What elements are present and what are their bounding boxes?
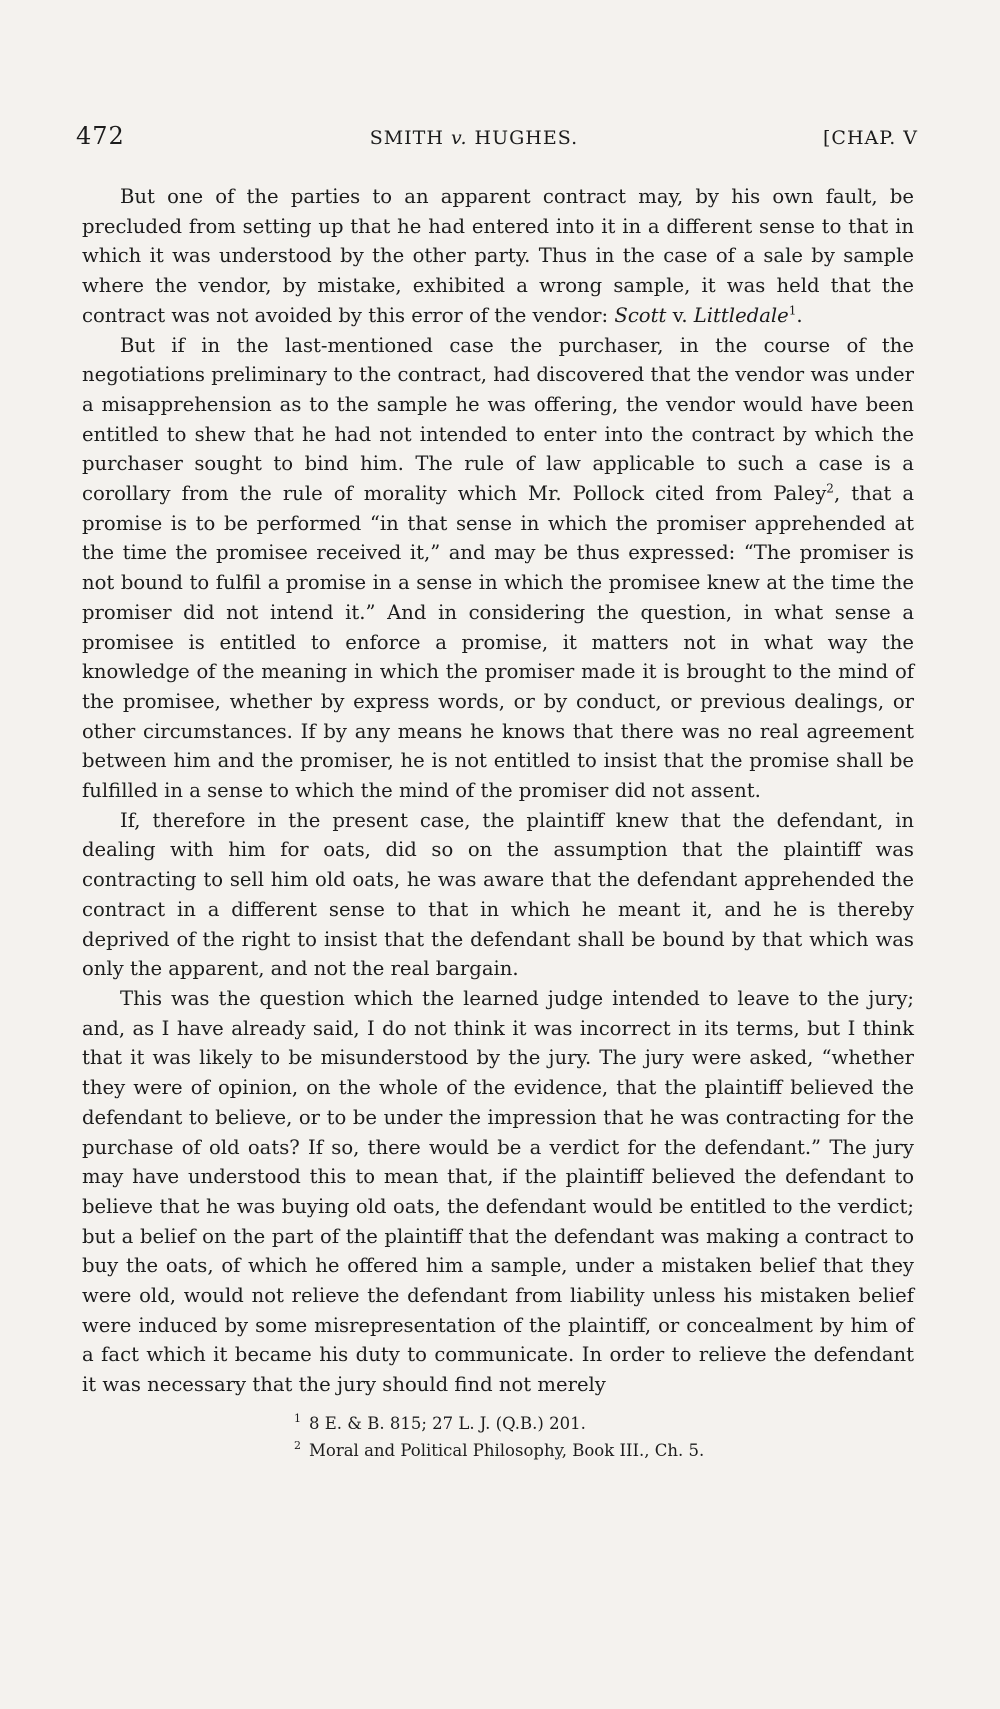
paragraph-1 [82,182,914,331]
footnotes [82,1410,914,1464]
case-name-littledale: Littledale [693,303,789,327]
footnote-text: Moral and Political Philosophy, Book III., Ch. 5. [309,1440,705,1460]
footnote-marker: 1 [294,1412,301,1426]
paragraph-1-end: . [796,303,803,327]
case-versus: v. [666,303,694,327]
paragraph-2 [82,331,914,806]
chapter-label: [CHAP. V [823,127,918,149]
running-title [370,127,578,149]
paragraph-1-text: But one of the parties to an apparent contract may, by his own fault, be precluded from setting up that he had entered into it in a different sense to that in which it was understood by the other party. Thus in the case of a sale by sample where the vendor, by mistake, exhibited a wrong sample, it was held that the contract was not avoided by this error of the vendor: [82,185,914,327]
paragraph-4: This was the question which the learned judge intended to leave to the jury; and, as I have already said, I do not think it was incorrect in its terms, but I think that it was likely to be misunderstood by the jury. The jury were asked, “whether they were of opinion, on the whole of the evidence, that the plaintiff believed the defendant to believe, or to be under the impression that he was contracting for the purchase of old oats? If so, there would be a verdict for the defendant.” The jury may have understood this to mean that, if the plaintiff believed the defendant to believe that he was buying old oats, the defendant would be entitled to the verdict; but a belief on the part of the plaintiff that the defendant was making a contract to buy the oats, of which he offered him a sample, under a mistaken belief that they were old, would not relieve the defendant from liability unless his mistaken belief were induced by some misrepresentation of the plaintiff, or concealment by him of a fact which it became his duty to communicate. In order to relieve the defendant it was necessary that the jury should find not merely [82,986,914,1397]
paragraph-3: If, therefore in the present case, the plaintiff knew that the defendant, in dealing with him for oats, did so on the assumption that the plaintiff was contracting to sell him old oats, he was aware that the defendant apprehended the contract in a different sense to that in which he meant it, and he is thereby deprived of the right to insist that the defendant shall be bound by that which was only the apparent, and not the real bargain. [82,808,914,981]
footnote-ref-2: 2 [826,481,834,496]
footnote-text: 8 E. & B. 815; 27 L. J. (Q.B.) 201. [309,1413,586,1433]
paragraph-2-text-b: , that a promise is to be performed “in that sense in which the promiser apprehended at the time the promisee received it,” and may be thus expressed: “The promiser is not bound to fulfil a promise in a sense in which the promisee knew at the time the promiser did not intend it.” And in considering the question, in what sense a promisee is entitled to enforce a promise, it matters not in what way the knowledge of the meaning in which the promiser made it is brought to the mind of the promisee, whether by express words, or by conduct, or previous dealings, or other circumstances. If by any means he knows that there was no real agreement between him and the promiser, he is not entitled to insist that the promise shall be fulfilled in a sense to which the mind of the promiser did not assent. [82,482,914,803]
paragraph-2-text-a: But if in the last-mentioned case the purchaser, in the course of the negotiations preliminary to the contract, had discovered that the vendor was under a misapprehension as to the sample he was offering, the vendor would have been entitled to shew that he had not intended to enter into the contract by which the purchaser sought to bind him. The rule of law applicable to such a case is a corollary from the rule of morality which Mr. Pollock cited from Paley [82,333,914,506]
footnote-marker: 2 [294,1439,301,1453]
running-title-part1: SMITH [369,127,451,149]
page-number: 472 [76,122,125,150]
footnote-ref-1: 1 [788,303,797,318]
case-name-scott: Scott [614,303,667,327]
running-title-v: v. [450,127,468,149]
footnote-2 [294,1437,914,1464]
running-head [76,122,918,150]
body-text [82,182,914,1400]
footnote-1 [294,1410,914,1437]
running-title-part2: HUGHES. [467,127,579,149]
